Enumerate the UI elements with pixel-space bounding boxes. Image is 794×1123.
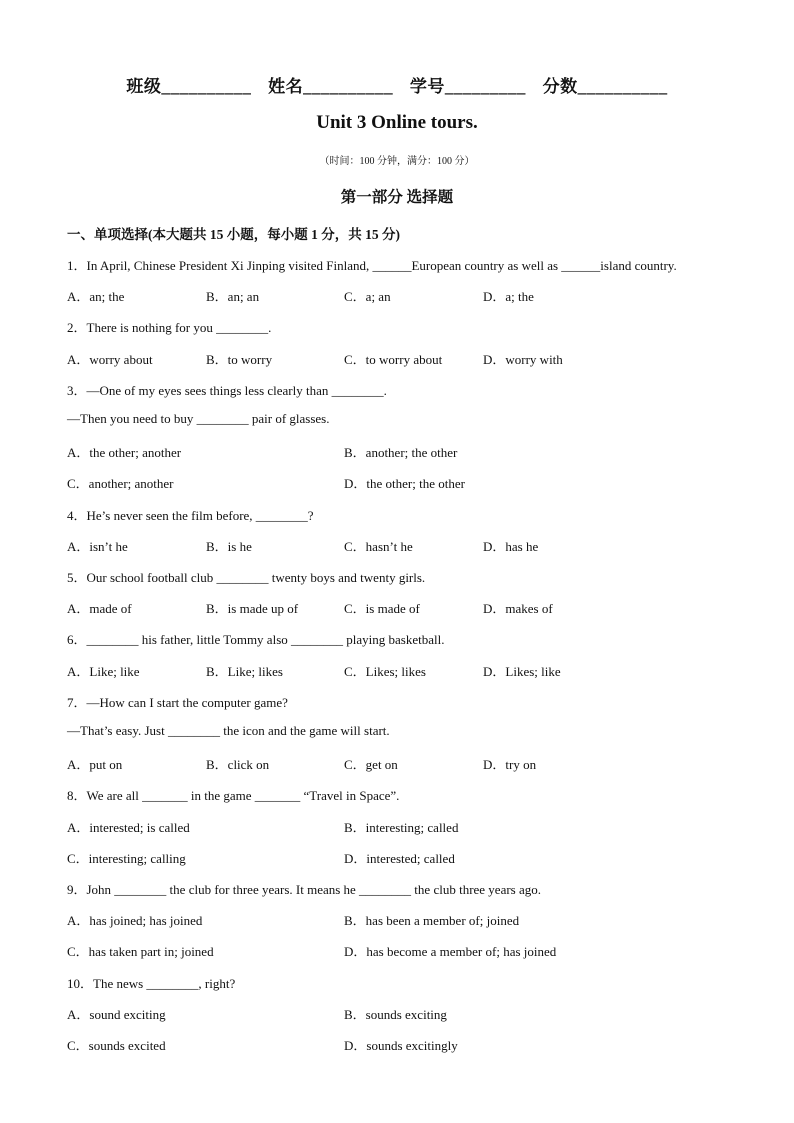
- exam-time-note: （时间：100 分钟，满分：100 分）: [319, 156, 475, 167]
- question-2-stem: 2．There is nothing for you ________.: [67, 320, 272, 335]
- question-9-option-a: A．has joined; has joined: [67, 913, 203, 928]
- question-9-option-b: B．has been a member of; joined: [344, 913, 520, 928]
- question-10-option-c: C．sounds excited: [67, 1038, 166, 1053]
- question-8-option-a: A．interested; is called: [67, 820, 190, 835]
- question-3-stem: 3．—One of my eyes sees things less clearly than ________.: [67, 383, 387, 398]
- question-7-stem-line-2: —That’s easy. Just ________ the icon and the game will start.: [67, 723, 390, 738]
- question-10-option-d: D．sounds excitingly: [344, 1038, 458, 1053]
- question-3-option-c: C．another; another: [67, 476, 174, 491]
- question-2-option-d: D．worry with: [483, 352, 563, 367]
- question-1-stem: 1．In April, Chinese President Xi Jinping visited Finland, ______European country as well as ______island country.: [67, 258, 677, 273]
- question-9-option-d: D．has become a member of; has joined: [344, 944, 557, 959]
- question-7-option-c: C．get on: [344, 757, 398, 772]
- question-6-stem: 6．________ his father, little Tommy also ________ playing basketball.: [67, 632, 445, 647]
- question-7-option-d: D．try on: [483, 757, 537, 772]
- question-6-option-b: B．Like; likes: [206, 664, 283, 679]
- student-info-header: [0, 72, 794, 97]
- question-10-stem: 10．The news ________, right?: [67, 976, 236, 991]
- question-5-option-d: D．makes of: [483, 601, 553, 616]
- part-title: 第一部分 选择题: [340, 189, 454, 206]
- student-id-field: 学号_________: [409, 77, 526, 96]
- class-field: 班级__________: [126, 77, 252, 96]
- question-3-option-a: A．the other; another: [67, 445, 182, 460]
- question-2-option-b: B．to worry: [206, 352, 273, 367]
- question-10-option-b: B．sounds exciting: [344, 1007, 447, 1022]
- question-7-option-b: B．click on: [206, 757, 270, 772]
- question-3-option-d: D．the other; the other: [344, 476, 465, 491]
- question-6-option-a: A．Like; like: [67, 664, 140, 679]
- question-3-stem-line-2: —Then you need to buy ________ pair of glasses.: [67, 411, 330, 426]
- question-5-option-a: A．made of: [67, 601, 132, 616]
- section-title: 一、单项选择(本大题共 15 小题，每小题 1 分，共 15 分): [67, 227, 400, 242]
- question-8-stem: 8．We are all _______ in the game _______ “Travel in Space”.: [67, 788, 400, 803]
- question-9-option-c: C．has taken part in; joined: [67, 944, 214, 959]
- question-1-option-a: A．an; the: [67, 289, 125, 304]
- question-6-option-d: D．Likes; like: [483, 664, 561, 679]
- question-7-stem: 7．—How can I start the computer game?: [67, 695, 288, 710]
- question-1-option-d: D．a; the: [483, 289, 534, 304]
- question-5-option-c: C．is made of: [344, 601, 420, 616]
- question-8-option-b: B．interesting; called: [344, 820, 459, 835]
- question-1-option-c: C．a; an: [344, 289, 391, 304]
- question-2-option-a: A．worry about: [67, 352, 153, 367]
- question-4-stem: 4．He’s never seen the film before, ________?: [67, 508, 314, 523]
- score-field: 分数__________: [542, 77, 668, 96]
- name-field: 姓名__________: [268, 77, 394, 96]
- question-2-option-c: C．to worry about: [344, 352, 443, 367]
- question-1-option-b: B．an; an: [206, 289, 260, 304]
- question-8-option-d: D．interested; called: [344, 851, 455, 866]
- page-title: Unit 3 Online tours.: [316, 112, 478, 133]
- question-3-option-b: B．another; the other: [344, 445, 458, 460]
- question-4-option-c: C．hasn’t he: [344, 539, 413, 554]
- question-4-option-b: B．is he: [206, 539, 252, 554]
- question-5-option-b: B．is made up of: [206, 601, 299, 616]
- question-5-stem: 5．Our school football club ________ twenty boys and twenty girls.: [67, 570, 426, 585]
- question-4-option-d: D．has he: [483, 539, 539, 554]
- question-10-option-a: A．sound exciting: [67, 1007, 166, 1022]
- question-4-option-a: A．isn’t he: [67, 539, 128, 554]
- question-8-option-c: C．interesting; calling: [67, 851, 186, 866]
- question-6-option-c: C．Likes; likes: [344, 664, 426, 679]
- question-9-stem: 9．John ________ the club for three years. It means he ________ the club three years ago.: [67, 882, 542, 897]
- question-7-option-a: A．put on: [67, 757, 123, 772]
